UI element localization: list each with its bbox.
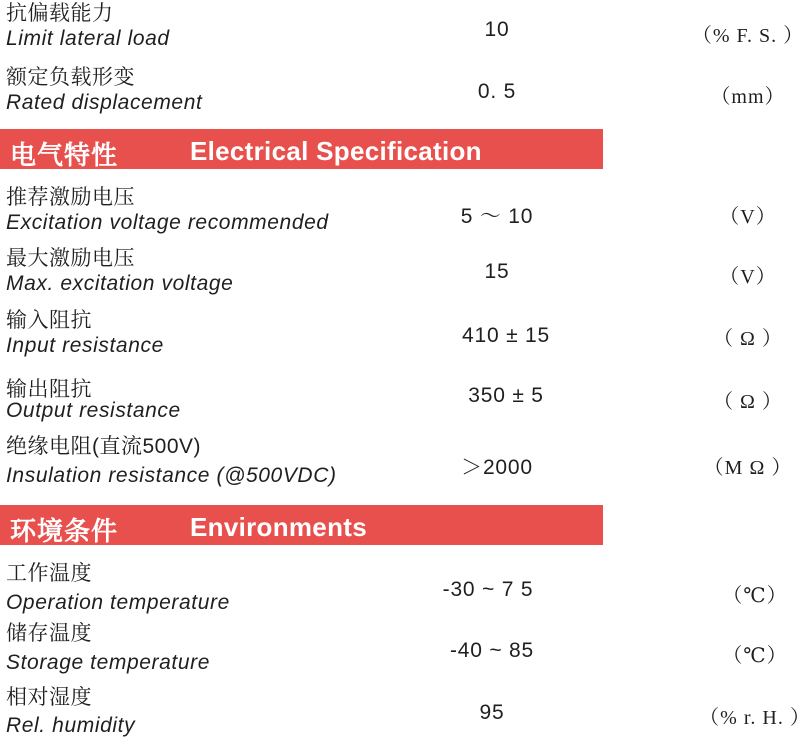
spec-value: 410 ± 15 (462, 324, 550, 347)
spec-label-en: Limit lateral load (6, 27, 170, 50)
spec-value: 95 (479, 701, 505, 724)
spec-label-cn: 绝缘电阻(直流500V) (6, 435, 202, 458)
spec-label-cn: 输出阻抗 (6, 378, 92, 401)
section-title-cn: 环境条件 (10, 516, 119, 546)
spec-label-en: Operation temperature (6, 591, 230, 614)
spec-label-en: Input resistance (6, 334, 164, 357)
spec-label (6, 310, 164, 356)
spec-unit: （V） (719, 266, 777, 288)
spec-label (6, 687, 135, 736)
spec-unit: （℃） (722, 645, 788, 667)
spec-label-en: Max. excitation voltage (6, 272, 234, 295)
spec-value: 10 (484, 18, 510, 41)
section-title-en: Environments (190, 512, 367, 542)
spec-value: ＞2000 (461, 456, 533, 479)
spec-unit: （M Ω ） (703, 457, 793, 479)
spec-value: -40 ~ 85 (449, 639, 535, 662)
spec-label-cn: 额定负载形变 (6, 66, 135, 89)
spec-unit: （℃） (722, 585, 788, 607)
spec-label (6, 563, 230, 613)
spec-label (6, 436, 337, 486)
section-header-environments (0, 505, 603, 545)
spec-label-en: Rel. humidity (6, 714, 136, 737)
section-title-en: Electrical Specification (190, 136, 482, 166)
spec-label (6, 67, 202, 113)
spec-label-cn: 抗偏载能力 (6, 2, 114, 25)
spec-value: -30 ~ 7 5 (442, 578, 534, 601)
spec-unit: （% F. S. ） (691, 25, 805, 47)
spec-label-en: Excitation voltage recommended (6, 211, 329, 234)
spec-value: 5 ～ 10 (460, 205, 534, 228)
spec-value: 15 (484, 260, 510, 283)
spec-label (6, 3, 170, 49)
spec-label (6, 379, 181, 421)
spec-label (6, 187, 329, 233)
section-header-electrical (0, 129, 603, 169)
spec-unit: （mm） (710, 86, 786, 108)
spec-label-cn: 储存温度 (6, 622, 92, 645)
spec-unit: （V） (719, 206, 777, 228)
spec-label-en: Storage temperature (6, 651, 211, 674)
spec-label (6, 623, 210, 673)
spec-label-cn: 工作温度 (6, 562, 92, 585)
spec-value: 0. 5 (477, 80, 517, 103)
spec-label-en: Output resistance (6, 399, 181, 422)
spec-unit: （ Ω ） (713, 328, 783, 350)
spec-unit: （% r. H. ） (699, 707, 811, 729)
spec-label-cn: 相对湿度 (6, 686, 92, 709)
spec-label (6, 248, 233, 294)
spec-label-cn: 推荐激励电压 (6, 186, 135, 209)
spec-value: 350 ± 5 (468, 384, 544, 407)
spec-unit: （ Ω ） (713, 391, 783, 413)
spec-label-cn: 最大激励电压 (6, 247, 135, 270)
spec-label-en: Insulation resistance (@500VDC) (6, 464, 337, 487)
spec-label-en: Rated displacement (6, 91, 203, 114)
section-title-cn: 电气特性 (10, 140, 119, 170)
spec-label-cn: 输入阻抗 (6, 309, 92, 332)
